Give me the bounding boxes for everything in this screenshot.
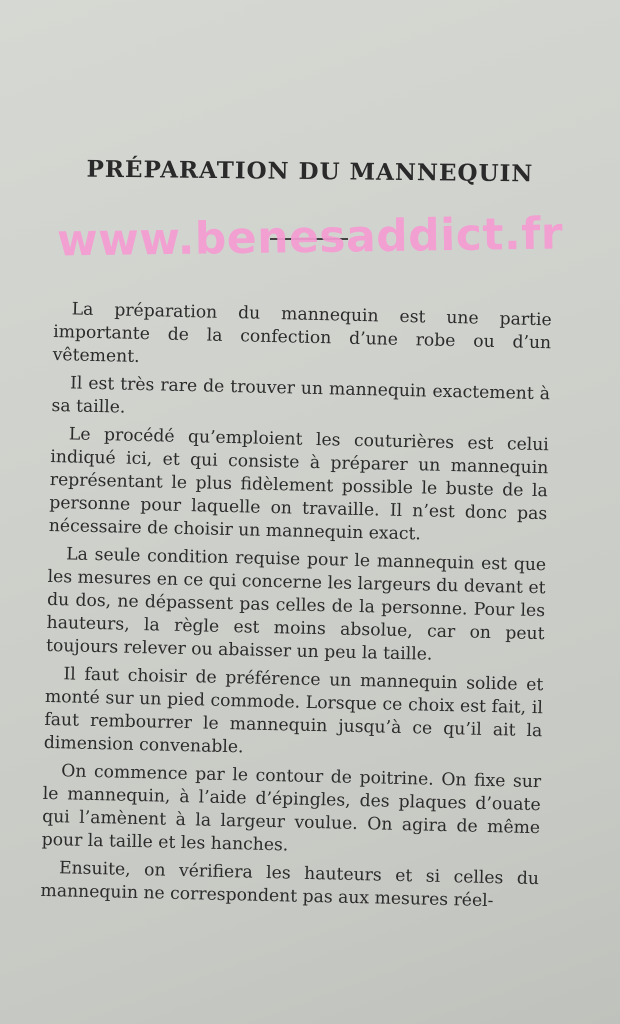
watermark: www.benesaddict.fr bbox=[56, 208, 564, 267]
paragraph: Il est très rare de trouver un mannequin exactement à sa taille. bbox=[51, 373, 551, 418]
body-text bbox=[40, 298, 552, 919]
page-title: PRÉPARATION DU MANNEQUIN bbox=[86, 155, 534, 188]
paragraph: On commence par le contour de poitrine. On fixe sur le mannequin, à l’aide d’épingles, des plaques d’ouate qui l’amènent à la largeur voulue. On agira de même pour la taille et les hanches. bbox=[41, 761, 542, 856]
paragraph: Ensuite, on vérifiera les hauteurs et si celles du mannequin ne correspondent pas aux mesures réel- bbox=[40, 858, 540, 912]
paragraph: La préparation du mannequin est une partie importante de la confection d’une robe ou d’un vêtement. bbox=[52, 299, 552, 367]
paragraph: Le procédé qu’emploient les couturières est celui indiqué ici, et qui consiste à préparer un mannequin représentant le plus fidèlement possible le buste de la personne pour laquelle on travaille. Il n’est donc pas nécessaire de choisir un mannequin exact. bbox=[48, 424, 550, 545]
paragraph: La seule condition requise pour le mannequin est que les mesures en ce qui concerne les largeurs du devant et du dos, ne dépassent pas celles de la personne. Pour les hauteurs, la règle est moins absolue, car on peut toujours relever ou abaisser un peu la taille. bbox=[45, 544, 547, 665]
paragraph: Il faut choisir de préférence un mannequin solide et monté sur un pied commode. Lorsque ce choix est fait, il faut rembourrer le mannequin jusqu’à ce qu’il ait la dimension convenable. bbox=[43, 664, 544, 758]
